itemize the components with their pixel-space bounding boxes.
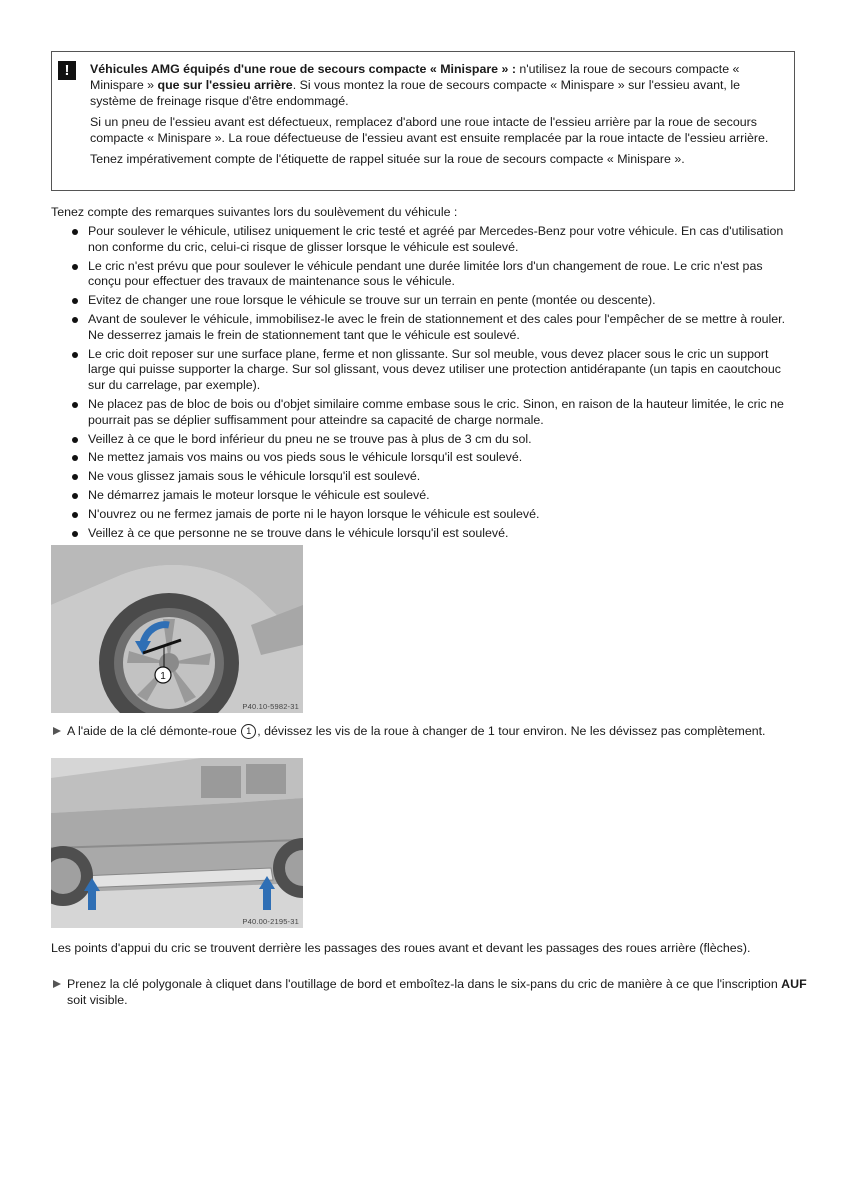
- list-item: Le cric doit reposer sur une surface plane, ferme et non glissante. Sur sol meuble, vous devez placer sous le cric un support large qui puisse supporter la charge. Sur sol glissant, vous devez utiliser une protection antidérapante (un tapis en caoutchouc sur du carrelage, par exemple).: [70, 347, 796, 394]
- list-item: Ne vous glissez jamais sous le véhicule lorsqu'il est soulevé.: [70, 469, 796, 485]
- list-item: Avant de soulever le véhicule, immobilisez-le avec le frein de stationnement et des cales pour l'empêcher de se mettre à rouler. Ne desserrez jamais le frein de stationnement tant que le véhicule est soulevé.: [70, 312, 796, 344]
- wheel-wrench-illustration: [51, 545, 303, 713]
- list-item: Ne placez pas de bloc de bois ou d'objet similaire comme embase sous le cric. Sinon, en raison de la hauteur limitée, le cric ne pourrait pas se déplier suffisamment pour atteindre sa capacité de charge normale.: [70, 397, 796, 429]
- list-item: Pour soulever le véhicule, utilisez uniquement le cric testé et agréé par Mercedes-Benz pour votre véhicule. En cas d'utilisation non conforme du cric, celui-ci risque de glisser lorsque le véhicule est soulevé.: [70, 224, 796, 256]
- list-item: Ne démarrez jamais le moteur lorsque le véhicule est soulevé.: [70, 488, 796, 504]
- step-arrow-icon: [53, 727, 61, 735]
- figure1-callout-1: 1: [160, 671, 166, 682]
- intro-text: Tenez compte des remarques suivantes lors du soulèvement du véhicule :: [51, 205, 458, 219]
- wheel-wrench-drawing: [51, 545, 303, 713]
- warning-paragraph-1: Véhicules AMG équipés d'une roue de secours compacte « Minispare » : n'utilisez la roue de secours compacte « Minispare » que sur l'essieu arrière. Si vous montez la roue de secours compacte « Minispare » sur l'essieu avant, le système de freinage risque d'être endommagé.: [90, 62, 740, 108]
- figure1-code: P40.10-5982-31: [242, 702, 299, 711]
- warning-paragraph-3: Tenez impérativement compte de l'étiquette de rappel située sur la roue de secours compacte « Minispare ».: [90, 152, 685, 166]
- warning-box: [51, 51, 795, 191]
- list-item: Veillez à ce que personne ne se trouve dans le véhicule lorsqu'il est soulevé.: [70, 526, 796, 542]
- jacking-points-drawing: [51, 758, 303, 928]
- list-item: N'ouvrez ou ne fermez jamais de porte ni le hayon lorsque le véhicule est soulevé.: [70, 507, 796, 523]
- jacking-points-illustration: [51, 758, 303, 928]
- list-item: Le cric n'est prévu que pour soulever le véhicule pendant une durée limitée lors d'un changement de roue. Le cric n'est pas conçu pour effectuer des travaux de maintenance sous le véhicule.: [70, 259, 796, 291]
- instruction-step-1: A l'aide de la clé démonte-roue 1 , dévissez les vis de la roue à changer de 1 tour environ. Ne les dévissez pas complètement.: [51, 723, 811, 739]
- warning-paragraph-2: Si un pneu de l'essieu avant est défectueux, remplacez d'abord une roue intacte de l'essieu arrière par la roue de secours compacte « Minispare ». La roue défectueuse de l'essieu avant est ensuite remplacée par la roue intacte de l'essieu arrière.: [90, 115, 769, 145]
- figure2-code: P40.00-2195-31: [242, 917, 299, 926]
- callout-1: 1: [241, 724, 256, 739]
- jacking-points-note: Les points d'appui du cric se trouvent derrière les passages des roues avant et devant les passages des roues arrière (flèches).: [51, 941, 751, 955]
- list-item: Veillez à ce que le bord inférieur du pneu ne se trouve pas à plus de 3 cm du sol.: [70, 432, 796, 448]
- list-item: Ne mettez jamais vos mains ou vos pieds sous le véhicule lorsqu'il est soulevé.: [70, 450, 796, 466]
- list-item: Evitez de changer une roue lorsque le véhicule se trouve sur un terrain en pente (montée ou descente).: [70, 293, 796, 309]
- safety-bullet-list: [70, 224, 796, 544]
- instruction-step-2: Prenez la clé polygonale à cliquet dans l'outillage de bord et emboîtez-la dans le six-pans du cric de manière à ce que l'inscription AUF soit visible.: [51, 976, 811, 1008]
- warning-exclamation-icon: !: [58, 61, 76, 80]
- step-arrow-icon: [53, 980, 61, 988]
